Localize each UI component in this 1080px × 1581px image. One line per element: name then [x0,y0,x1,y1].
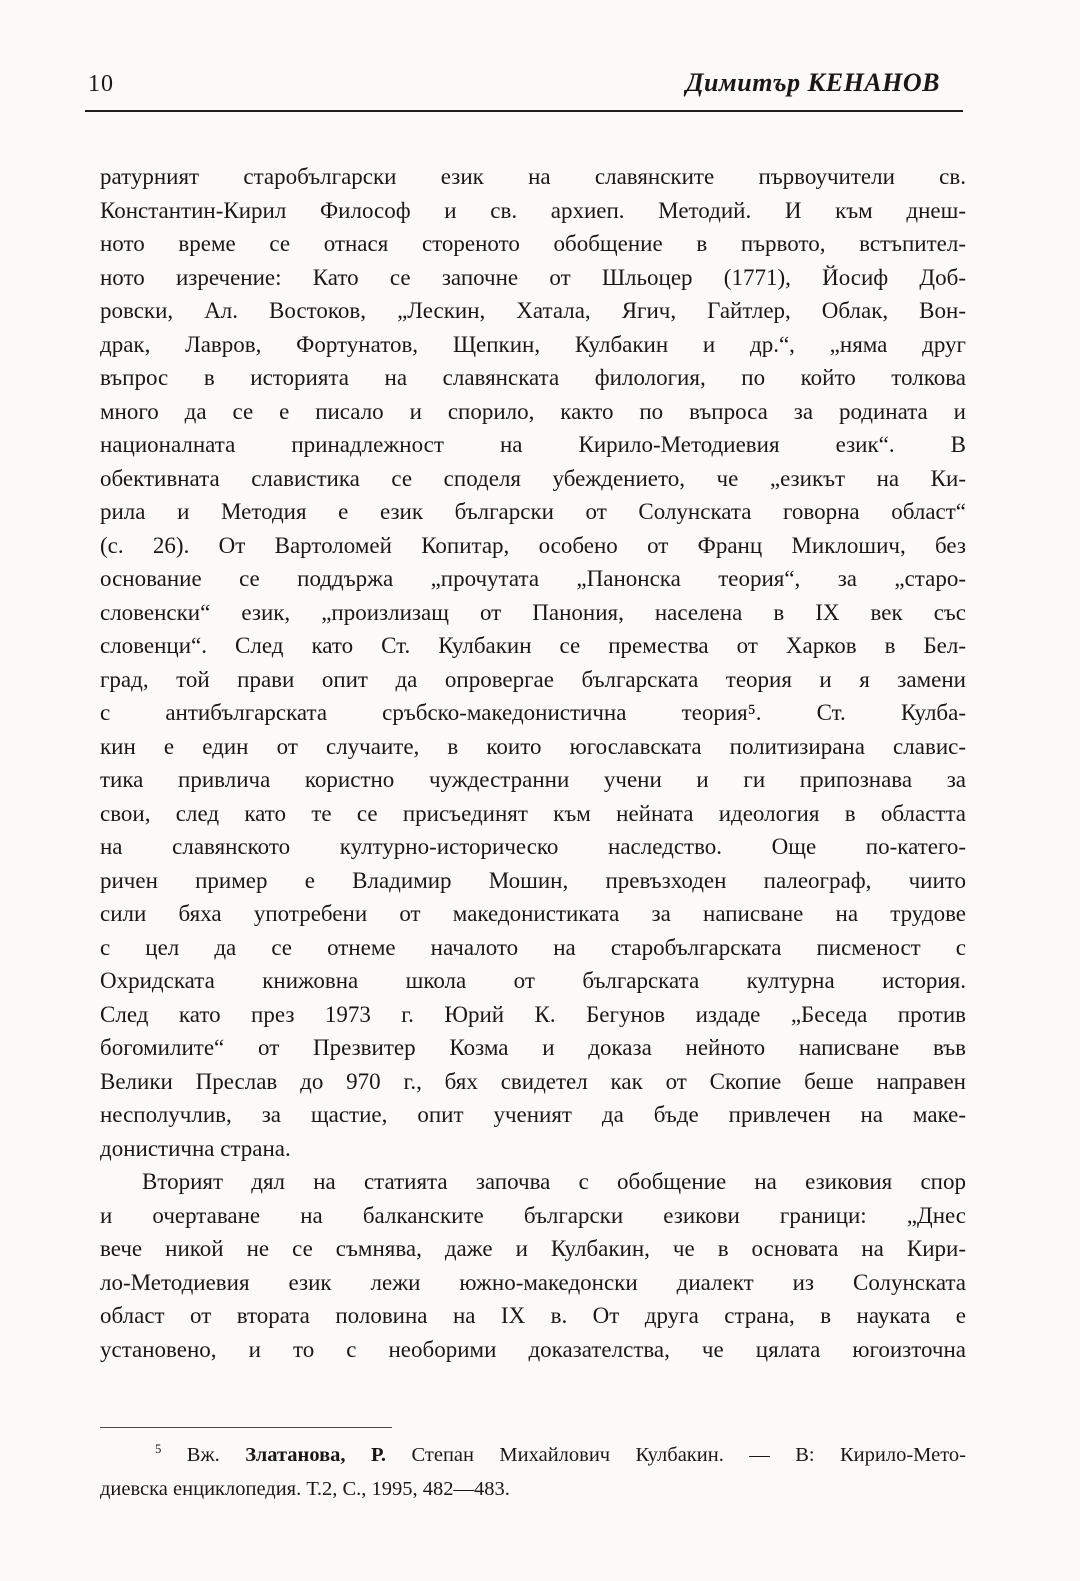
text-line: драк, Лавров, Фортунатов, Щепкин, Кулбакин и др.“, „няма друг [100,331,966,357]
footnote-text-rest: Степан Михайлович Кулбакин. — В: Кирило-Мето- [386,1444,966,1466]
text-line: обективната славистика се споделя убеждението, че „езикът на Ки- [100,465,966,491]
footnote-author: Златанова, Р. [245,1444,387,1466]
footnote-separator-rule [100,1427,392,1428]
text-line: ровски, Ал. Востоков, „Лескин, Хатала, Ягич, Гайтлер, Облак, Вон- [100,298,966,323]
text-line: основание се поддържа „прочутата „Панонска теория“, за „старо- [100,566,966,591]
header-author: Димитър КЕНАНОВ [685,68,940,97]
footnote-line-2: диевска енциклопедия. Т.2, С., 1995, 482—483. [100,1478,510,1500]
text-line: град, той прави опит да опровергае българската теория и я замени [100,666,966,692]
text-line: Охридската книжовна школа от българската културна история. [100,968,966,993]
footnote-line-1 [100,1438,966,1472]
text-line: тика привлича користно чуждестранни учени и ги припознава за [100,767,966,792]
text-line: несполучлив, за щастие, опит ученият да бъде привлечен на маке- [100,1102,966,1127]
footnote-prefix: Вж. [161,1444,246,1466]
text-line: Вторият дял на статията започва с обобщение на езиковия спор [142,1169,966,1194]
footnote [100,1438,966,1506]
page-number: 10 [88,71,114,97]
page-header [88,68,940,98]
text-line: богомилите“ от Презвитер Козма и доказа нейното написване във [100,1035,966,1060]
text-line: Константин-Кирил Философ и св. архиеп. Методий. И към днеш- [100,197,966,223]
text-line: много да се е писало и спорило, както по въпроса за родината и [100,398,966,424]
text-line: и очертаване на балканските български езикови граници: „Днес [100,1202,966,1228]
text-line: Велики Преслав до 970 г., бях свидетел как от Скопие беше направен [100,1068,966,1094]
text-line: с антибългарската сръбско-македонистична теория⁵. Ст. Кулба- [100,700,966,725]
header-rule [85,110,963,112]
text-line: ло-Методиевия език лежи южно-македонски диалект из Солунската [100,1269,966,1295]
text-line: сили бяха употребени от македонистиката за написване на трудове [100,901,966,926]
text-line: област от втората половина на IX в. От друга страна, в науката е [100,1303,966,1328]
body-text [100,160,966,1366]
text-line: с цел да се отнеме началото на старобългарската писменост с [100,934,966,960]
text-line: установено, и то с необорими доказателства, че цялата югоизточна [100,1336,966,1362]
text-line: националната принадлежност на Кирило-Методиевия език“. В [100,432,966,457]
text-line: (с. 26). От Вартоломей Копитар, особено от Франц Миклошич, без [100,532,966,558]
text-line: кин е един от случаите, в които югославската политизирана славис- [100,733,966,759]
text-line: ратурният старобългарски език на славянските първоучители св. [100,164,966,189]
text-line: ричен пример е Владимир Мошин, превъзходен палеограф, чиито [100,867,966,893]
text-line: рила и Методия е език български от Солунската говорна област“ [100,499,966,524]
text-line: свои, след като те се присъединят към нейната идеология в областта [100,800,966,826]
text-line: донистична страна. [100,1135,291,1161]
footnote-marker: 5 [155,1442,162,1457]
text-line: въпрос в историята на славянската филология, по който толкова [100,365,966,390]
text-line: словенци“. След като Ст. Кулбакин се премества от Харков в Бел- [100,633,966,658]
text-line: ното време се отнася стореното обобщение в първото, встъпител- [100,231,966,256]
text-line: словенски“ език, „произлизащ от Панония, населена в IX век със [100,599,966,625]
text-line: ното изречение: Като се започне от Шльоцер (1771), Йосиф Доб- [100,264,966,290]
text-line: вече никой не се съмнява, даже и Кулбакин, че в основата на Кири- [100,1236,966,1261]
text-line: След като през 1973 г. Юрий К. Бегунов издаде „Беседа против [100,1001,966,1027]
text-line: на славянското културно-историческо наследство. Още по-катего- [100,834,966,859]
